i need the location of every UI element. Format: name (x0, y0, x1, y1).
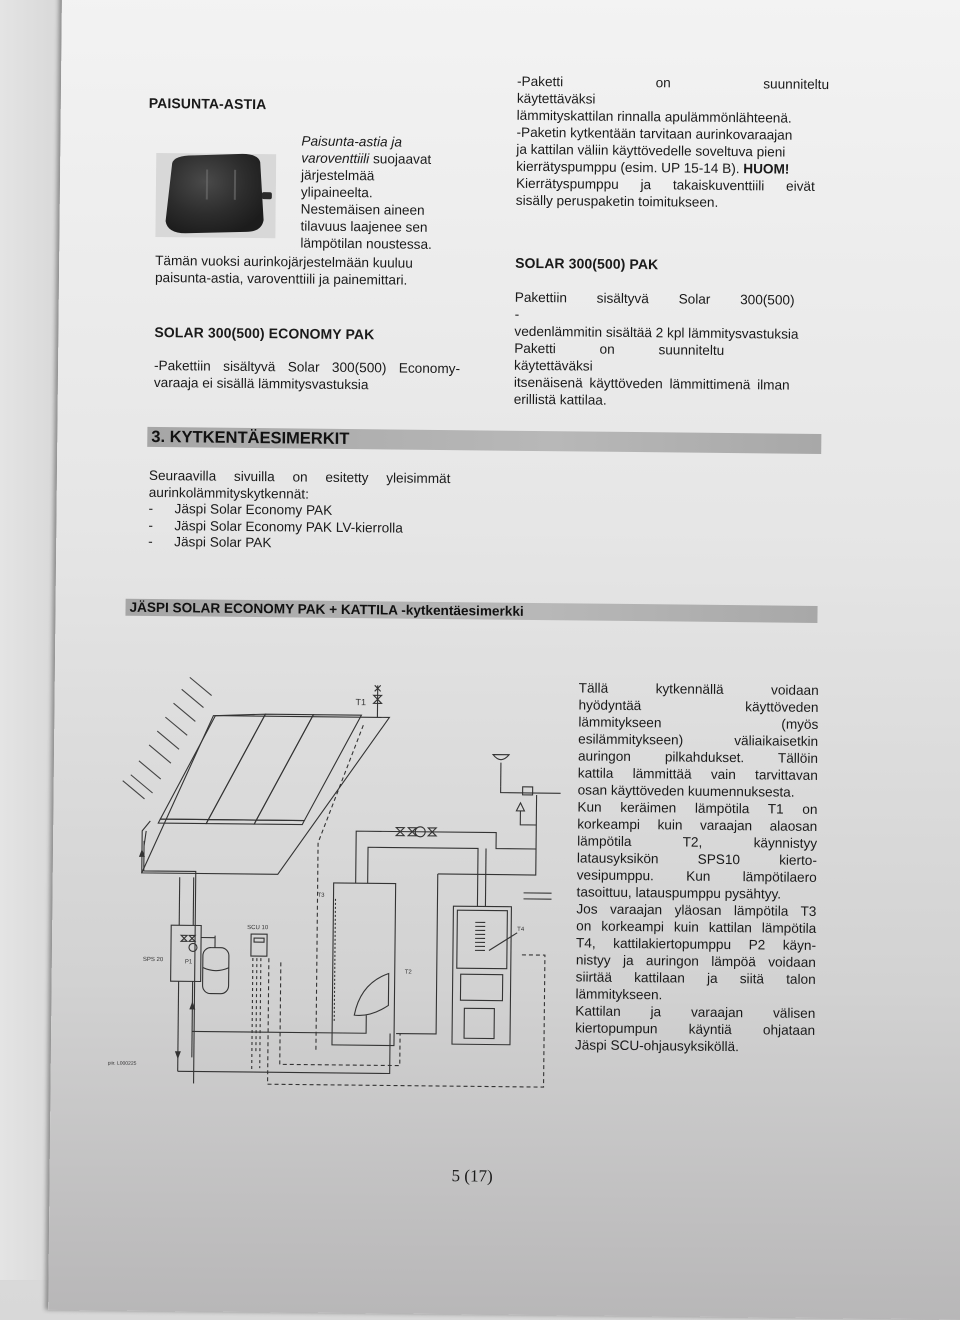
description-line: Tällä kytkennällä voidaan (579, 679, 819, 699)
text: -Paketti on suunniteltu käytettäväksi (517, 74, 829, 107)
economy-pak-continued (516, 73, 829, 212)
text-italic: Paisunta-astia ja (301, 134, 402, 150)
label-sps: SPS 20 (143, 957, 164, 963)
connection-examples-list (148, 501, 403, 553)
label-scu: SCU 10 (247, 925, 269, 931)
huom-note: HUOM! (743, 161, 789, 176)
description-line: kattila lämmittää vain tarvittavan (578, 764, 818, 784)
list-item: - Jäspi Solar Economy PAK LV-kierrolla (148, 517, 403, 536)
text-line: -Paketin kytkentään tarvitaan aurinkovaraajan (516, 124, 828, 144)
description-line: Kun keräimen lämpötila T1 on (577, 798, 817, 818)
text-line: vedenlämmitin sisältää 2 kpl lämmitysvastuksia (514, 323, 826, 343)
text: kierrätyspumppu (esim. UP 15-14 B). (516, 159, 740, 176)
scu-controller-icon (251, 934, 267, 956)
text-italic: varoventtiili (301, 151, 369, 167)
description-line: osan käyttöveden kuumennuksesta. (578, 781, 818, 801)
solar-pak-heading: SOLAR 300(500) PAK (515, 255, 658, 272)
expansion-tank-photo (153, 147, 276, 240)
text-line (515, 289, 827, 326)
text-line: erillistä kattilaa. (514, 391, 826, 411)
text-line: tilavuus laajenee sen (300, 218, 490, 237)
text-line (514, 340, 826, 377)
text: -Pakettiin sisältyvä Solar 300(500) Economy- (154, 358, 460, 376)
description-line: nistyy ja auringon lämpöä voidaan (576, 951, 816, 971)
page-number: 5 (17) (451, 1166, 492, 1186)
text-line: aurinkolämmityskytkennät: (149, 484, 461, 504)
economy-pak-heading: SOLAR 300(500) ECONOMY PAK (154, 324, 374, 342)
description-line: Jäspi SCU-ohjausyksiköllä. (575, 1036, 815, 1056)
text-line: järjestelmää (301, 167, 491, 186)
paisunta-description (300, 133, 491, 254)
section-3-title: 3. KYTKENTÄESIMERKIT (151, 428, 349, 449)
example-description (575, 679, 819, 1055)
label-t2: T2 (405, 970, 413, 976)
document-page (48, 0, 960, 1320)
heat-exchanger-coil (354, 973, 388, 1016)
label-t3: T3 (317, 893, 325, 899)
example-title: JÄSPI SOLAR ECONOMY PAK + KATTILA -kytkentäesimerkki (129, 600, 523, 619)
description-line: Kattilan ja varaajan välisen (575, 1002, 815, 1022)
mixing-valve-icon (523, 787, 533, 795)
paisunta-full-text (155, 252, 455, 289)
text: Paketti on suunniteltu käytettäväksi (514, 341, 724, 374)
section-3-bar (147, 427, 821, 454)
paisunta-heading: PAISUNTA-ASTIA (149, 95, 267, 112)
description-line: vesipumppu. Kun lämpötilaero (577, 866, 817, 886)
text: Seuraavilla sivuilla on esitetty yleisimmät (149, 468, 451, 486)
sun-rays-icon (123, 677, 212, 800)
sink-icon (493, 755, 509, 787)
example-title-bar (125, 599, 817, 623)
text: itsenäisenä käyttöveden lämmittimenä ilman (514, 375, 790, 393)
description-line: lämmitykseen (myös (578, 713, 818, 733)
text-line: ja kattilan väliin käyttövedelle soveltuva pieni (516, 141, 828, 161)
description-line: kiertopumpun käyntiä ohjataan (575, 1019, 815, 1039)
description-line: esilämmitykseen) väliaikaisetkin (578, 730, 818, 750)
label-t4: T4 (517, 927, 525, 933)
text-line: varaaja ei sisällä lämmitysvastuksia (154, 374, 460, 394)
section-3-intro (149, 467, 461, 504)
description-line: siirtää kattilaan ja siitä talon (576, 968, 816, 988)
description-line: latausyksikön SPS10 kierto- (577, 849, 817, 869)
text-line: lämpötilan noustessa. (300, 235, 490, 254)
text-line: paisunta-astia, varoventtiili ja painemittari. (155, 269, 455, 289)
solar-pak-text (514, 289, 827, 411)
description-line: T4, kattilakiertopumppu P2 käyn- (576, 934, 816, 954)
safety-valve-icon (516, 803, 524, 811)
description-line: Jos varaajan yläosan lämpötila T3 (576, 900, 816, 920)
description-line: hyödyntää käyttöveden (578, 696, 818, 716)
text: Pakettiin sisältyvä Solar 300(500) - (515, 290, 795, 322)
description-line: auringon pilkahdukset. Tällöin (578, 747, 818, 767)
description-line: tasoittuu, latauspumppu pysähtyy. (576, 883, 816, 903)
water-heater-tank (332, 883, 396, 1046)
air-vent-valve-icon (373, 685, 381, 717)
description-line: lämmitykseen. (575, 985, 815, 1005)
list-item: - Jäspi Solar Economy PAK (148, 501, 403, 520)
text-line: Nestemäisen aineen (301, 201, 491, 220)
economy-pak-text (154, 357, 460, 394)
drawing-id: piir. L000225 (108, 1061, 137, 1067)
label-p1: P1 (185, 959, 193, 965)
text-line: lämmityskattilan rinnalla apulämmönlähteenä. (517, 107, 829, 127)
text-line (517, 73, 829, 110)
description-line: lämpötila T2, käynnistyy (577, 832, 817, 852)
solar-collector-frame (142, 715, 390, 876)
text-line: sisälly peruspaketin toimitukseen. (516, 192, 828, 212)
list-item: - Jäspi Solar PAK (148, 534, 403, 553)
text: Kierrätyspumppu ja takaiskuventtiili eivät (516, 176, 815, 194)
pump-p1-icon (189, 943, 197, 951)
text-line: Tämän vuoksi aurinkojärjestelmään kuuluu (155, 252, 455, 272)
text: suojaavat (369, 151, 431, 167)
connection-diagram (98, 670, 572, 1095)
description-line: korkeampi kuin varaajan alaosan (577, 815, 817, 835)
text-line: ylipaineelta. (301, 184, 491, 203)
sps-charging-unit (171, 925, 202, 981)
label-t1: T1 (356, 697, 367, 707)
description-line: on korkeampi kuin kattilan lämpötila (576, 917, 816, 937)
